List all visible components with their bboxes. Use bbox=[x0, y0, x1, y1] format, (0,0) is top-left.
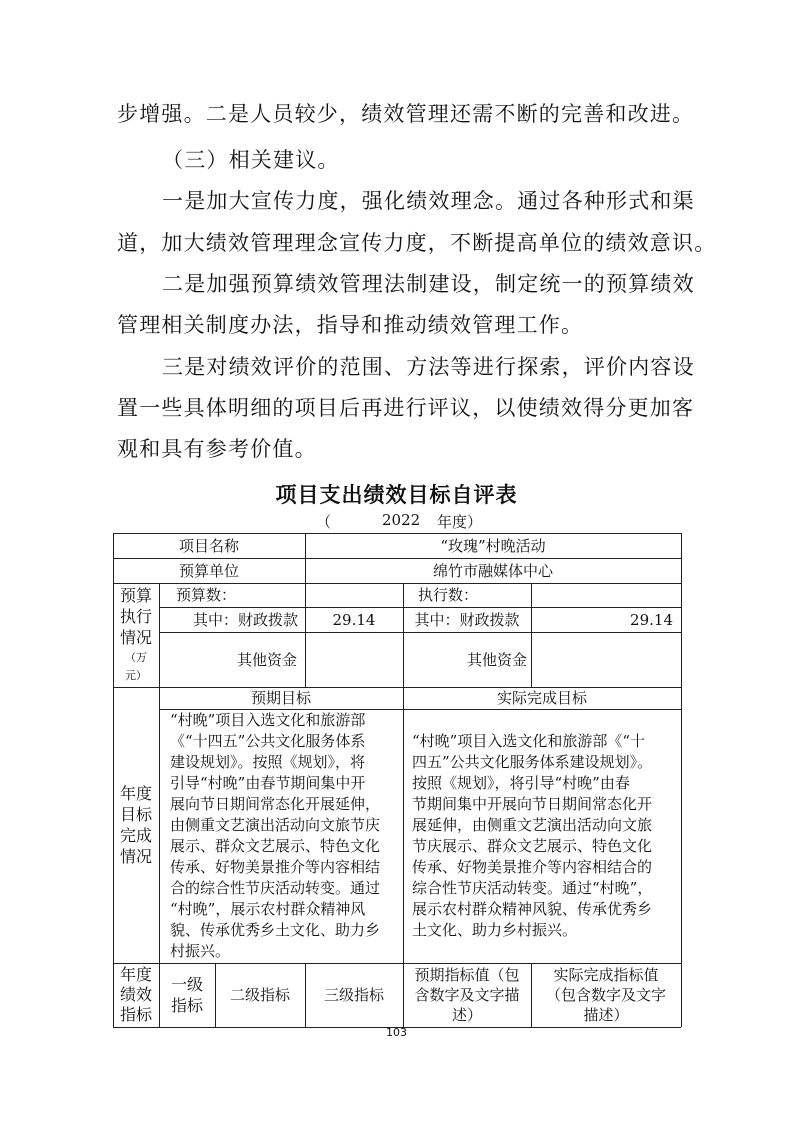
level1-indicator-header bbox=[159, 963, 215, 1027]
actual-goal-line: 按照《规划》，将引导“村晚”由春 bbox=[412, 774, 630, 792]
level3-indicator-header: 三级指标 bbox=[323, 986, 384, 1004]
other-funds-label: 其他资金 bbox=[236, 650, 297, 669]
planned-goal-line: 貌、传承优秀乡土文化、助力乡 bbox=[170, 921, 381, 939]
actual-goal-line: 节庆展示、群众文艺展示、特色文化 bbox=[412, 837, 653, 855]
year-suffix: 年度） bbox=[437, 513, 483, 531]
year-value: 2022 bbox=[382, 511, 421, 529]
paragraph-line: 一是加大宣传力度，强化绩效理念。通过各种形式和渠 bbox=[162, 189, 695, 213]
paragraph-line: 步增强。二是人员较少，绩效管理还需不断的完善和改进。 bbox=[117, 102, 695, 126]
actual-goal-line: 四五”公共文化服务体系建设规划》。 bbox=[412, 753, 653, 771]
planned-goal-line: 引导“村晚”由春节期间集中开 bbox=[170, 774, 366, 792]
project-name-value: “玫瑰”村晚活动 bbox=[440, 536, 546, 555]
actual-goal-header: 实际完成目标 bbox=[496, 689, 587, 707]
budget-unit-value: 绵竹市融媒体中心 bbox=[432, 561, 553, 580]
paragraph-line: 三是对绩效评价的范围、方法等进行探索，评价内容设 bbox=[162, 355, 695, 379]
fiscal-allocation-budget-value: 29.14 bbox=[332, 610, 376, 629]
annual-indicator-label-line: 指标 bbox=[119, 1005, 152, 1024]
planned-goal-header: 预期目标 bbox=[250, 689, 311, 707]
planned-goal-line: 合的综合性节庆活动转变。通过 bbox=[170, 879, 381, 897]
planned-goal-line: “村晚”项目入选文化和旅游部 bbox=[170, 711, 366, 729]
table-title: 项目支出绩效目标自评表 bbox=[275, 483, 518, 507]
actual-value-header-line: （包含数字及文字 bbox=[545, 986, 666, 1004]
actual-goal-line: 土文化、助力乡村振兴。 bbox=[412, 921, 578, 939]
section-heading: （三）相关建议。 bbox=[162, 148, 340, 172]
actual-goal-line: 展延伸，由侧重文艺演出活动向文旅 bbox=[412, 816, 653, 834]
annual-indicator-label bbox=[113, 963, 159, 1027]
level1-indicator-header-line: 一级 bbox=[170, 975, 203, 994]
annual-goal-label-line: 情况 bbox=[119, 847, 152, 866]
actual-value-header-line: 描述） bbox=[583, 1006, 629, 1024]
actual-goal-line: 展示农村群众精神风貌、传承优秀乡 bbox=[412, 900, 653, 918]
annual-indicator-label-line: 绩效 bbox=[119, 985, 152, 1004]
level1-indicator-header-line: 指标 bbox=[170, 996, 203, 1015]
fiscal-allocation-exec-label: 其中：财政拨款 bbox=[414, 610, 520, 629]
annual-goal-label bbox=[113, 687, 159, 963]
execution-count-label: 执行数： bbox=[418, 586, 479, 604]
actual-goal-line: 传承、好物美景推介等内容相结合的 bbox=[412, 858, 653, 876]
annual-goal-label-line: 年度 bbox=[119, 784, 152, 803]
budget-execution-label-line: 执行 bbox=[119, 607, 152, 626]
planned-goal-text bbox=[170, 710, 402, 962]
planned-goal-line: 展向节日期间常态化开展延伸， bbox=[170, 795, 381, 813]
actual-value-header bbox=[531, 963, 681, 1027]
planned-goal-line: 展示、群众文艺展示、特色文化 bbox=[170, 837, 381, 855]
planned-goal-line: 由侧重文艺演出活动向文旅节庆 bbox=[170, 816, 381, 834]
planned-goal-line: 村振兴。 bbox=[170, 942, 231, 960]
planned-goal-line: 传承、好物美景推介等内容相结 bbox=[170, 858, 381, 876]
budget-execution-label bbox=[113, 583, 159, 687]
page-number: 103 bbox=[386, 1026, 407, 1039]
paragraph-line: 观和具有参考价值。 bbox=[117, 437, 317, 461]
budget-execution-label-line: 预算 bbox=[119, 586, 152, 605]
planned-value-header-line: 预期指标值（包 bbox=[414, 966, 520, 984]
annual-indicator-label-line: 年度 bbox=[119, 965, 152, 984]
paragraph-line: 二是加强预算绩效管理法制建设，制定统一的预算绩效 bbox=[162, 272, 695, 296]
actual-goal-line: 综合性节庆活动转变。通过“村晚”， bbox=[412, 879, 653, 897]
planned-value-header-line: 含数字及文字描 bbox=[414, 986, 520, 1004]
planned-value-header bbox=[403, 963, 531, 1027]
project-name-label: 项目名称 bbox=[178, 536, 239, 555]
annual-goal-label-line: 目标 bbox=[119, 805, 152, 824]
level2-indicator-header: 二级指标 bbox=[229, 986, 290, 1004]
paragraph-line: 道，加大绩效管理理念宣传力度，不断提高单位的绩效意识。 bbox=[117, 231, 717, 255]
unit-note: （万 bbox=[125, 651, 147, 664]
budget-unit-label: 预算单位 bbox=[178, 561, 239, 580]
actual-goal-line: 节期间集中开展向节日期间常态化开 bbox=[412, 795, 653, 813]
actual-goal-line: “村晚”项目入选文化和旅游部《“十 bbox=[412, 732, 646, 750]
unit-note: 元） bbox=[125, 669, 147, 682]
other-funds-exec-label: 其他资金 bbox=[466, 650, 527, 669]
fiscal-allocation-exec-value: 29.14 bbox=[630, 610, 673, 629]
paragraph-line: 置一些具体明细的项目后再进行评议，以使绩效得分更加客 bbox=[117, 396, 695, 420]
planned-value-header-line: 述） bbox=[451, 1006, 482, 1024]
budget-count-label: 预算数： bbox=[176, 586, 237, 604]
budget-execution-label-line: 情况 bbox=[119, 628, 152, 647]
actual-value-header-line: 实际完成指标值 bbox=[553, 966, 659, 984]
planned-goal-line: 建设规划》。按照《规划》，将 bbox=[170, 753, 366, 771]
annual-goal-label-line: 完成 bbox=[119, 826, 152, 845]
planned-goal-line: “村晚”，展示农村群众精神风 bbox=[170, 900, 366, 918]
planned-goal-line: 《“十四五”公共文化服务体系 bbox=[170, 732, 366, 750]
paragraph-line: 管理相关制度办法，指导和推动绩效管理工作。 bbox=[117, 313, 584, 337]
year-open: （ bbox=[316, 513, 332, 531]
actual-goal-text bbox=[412, 731, 680, 941]
fiscal-allocation-label: 其中：财政拨款 bbox=[192, 610, 298, 629]
